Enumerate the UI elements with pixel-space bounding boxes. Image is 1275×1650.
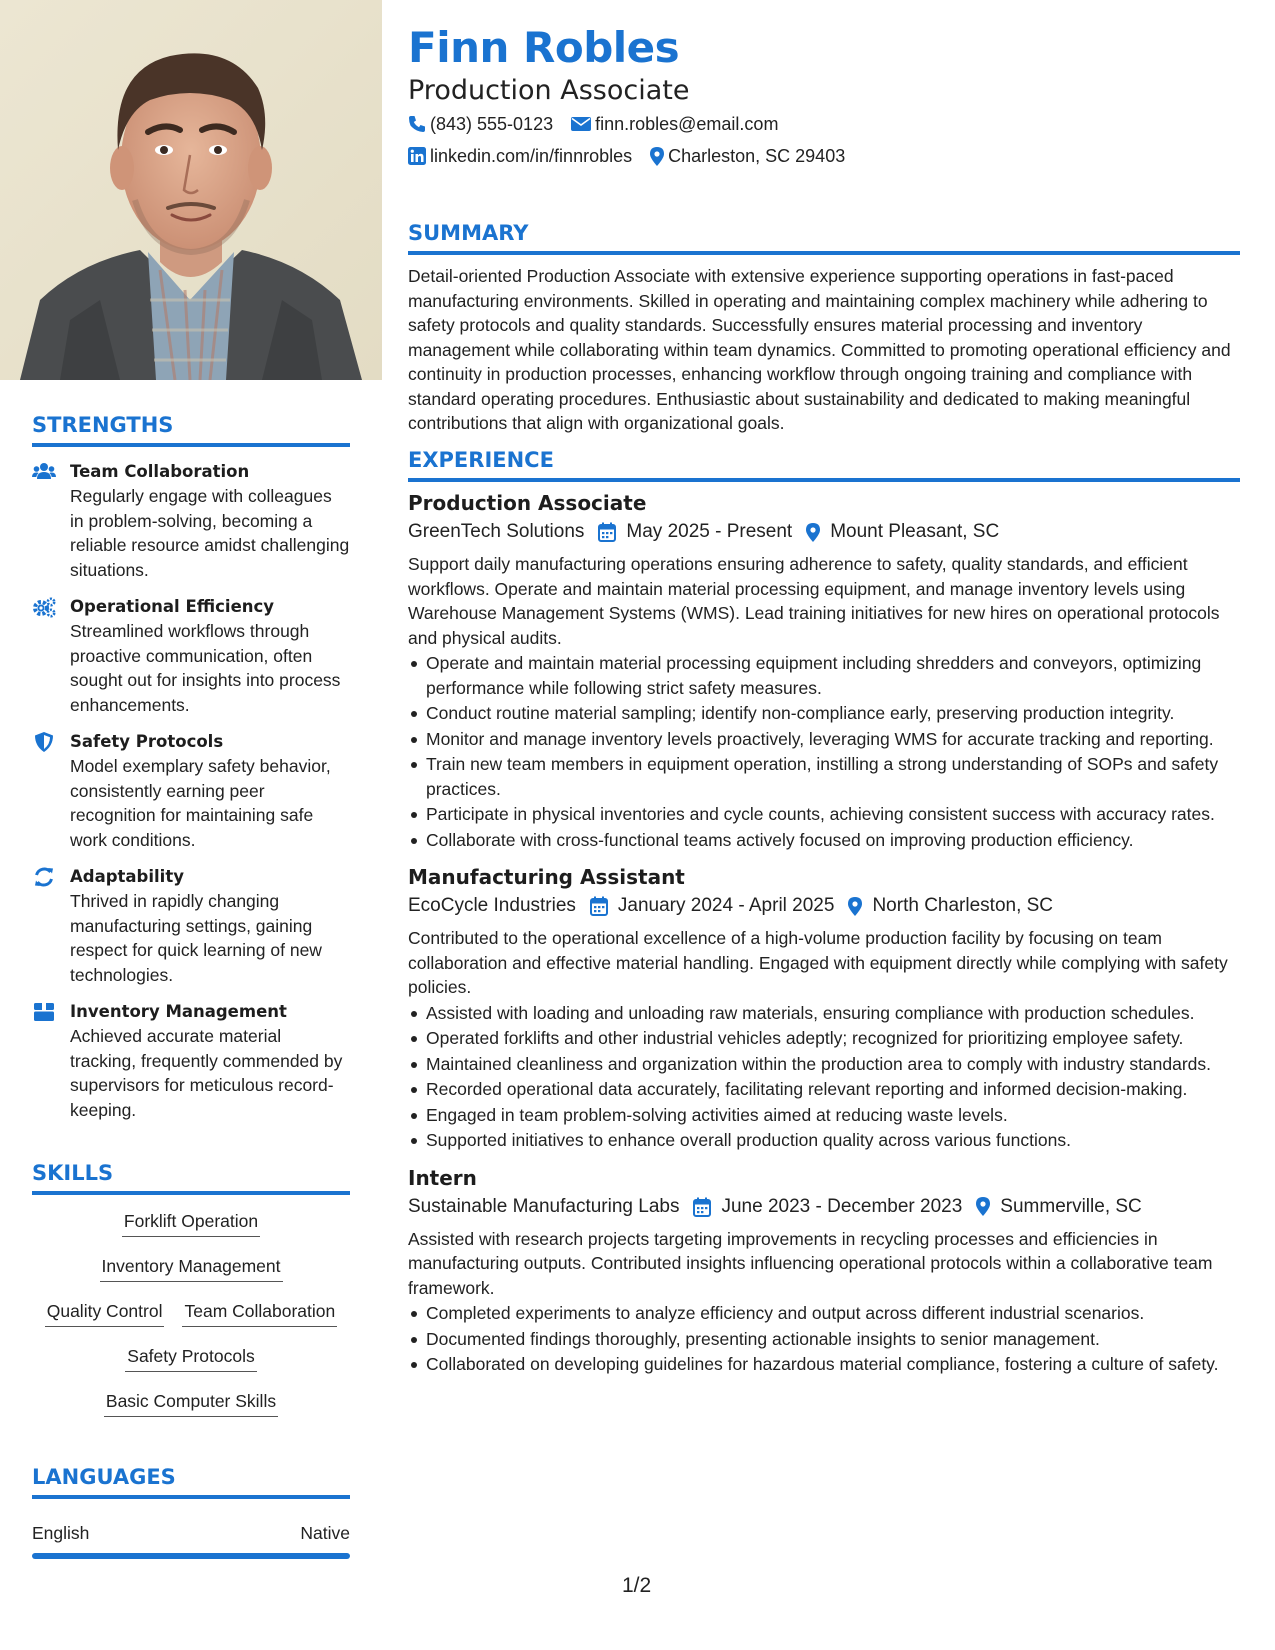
skill-tag: Safety Protocols [125, 1344, 256, 1372]
contact-linkedin[interactable] [408, 144, 632, 168]
job-bullet: Documented findings thoroughly, presenting actionable insights to senior management. [408, 1327, 1240, 1352]
strengths-section [32, 412, 350, 1122]
job-bullet: Participate in physical inventories and cycle counts, achieving consistent success with accuracy rates. [408, 802, 1240, 827]
skill-row [32, 1299, 350, 1344]
phone-icon [408, 115, 426, 133]
candidate-name: Finn Robles [408, 23, 680, 72]
summary-section [408, 220, 1240, 436]
strength-item [32, 730, 350, 852]
strength-title: Operational Efficiency [70, 597, 275, 616]
skill-tag: Inventory Management [100, 1254, 283, 1282]
skill-row [32, 1389, 350, 1434]
linkedin-text[interactable]: linkedin.com/in/finnrobles [430, 146, 633, 166]
map-pin-icon [848, 897, 862, 916]
strengths-heading: STRENGTHS [32, 412, 350, 447]
linkedin-icon [408, 147, 426, 165]
summary-text: Detail-oriented Production Associate with extensive experience supporting operations in fast-paced manufacturing environments. Skilled in operating and maintaining complex machinery while adhering to safety protocols and quality standards. Successfully ensures material processing and inventory management while collaborating within team dynamics. Committed to promoting operational efficiency and continuity in production processes, enhancing workflow through ongoing training and compliance with standard operating procedures. Enthusiastic about sustainability and dedicated to making meaningful contributions that align with organizational goals. [408, 266, 1231, 433]
job-bullet: Collaborated on developing guidelines for hazardous material compliance, fostering a culture of safety. [408, 1352, 1240, 1377]
job-title: Production Associate [408, 491, 647, 515]
job-dates: June 2023 - December 2023 [721, 1195, 963, 1217]
job-bullet: Collaborate with cross-functional teams actively focused on improving production efficiency. [408, 828, 1240, 853]
job-bullet: Operate and maintain material processing equipment including shredders and conveyors, optimizing performance while following strict safety measures. [408, 651, 1240, 700]
contact-email[interactable] [571, 112, 778, 136]
contact-location [650, 144, 845, 168]
skill-row [32, 1344, 350, 1389]
page-indicator: 1/2 [622, 1574, 652, 1597]
map-pin-icon [976, 1197, 990, 1216]
calendar-icon [693, 1197, 711, 1217]
strength-desc: Streamlined workflows through proactive communication, often sought out for insights into process enhancements. [70, 621, 341, 715]
strength-title: Inventory Management [70, 1002, 287, 1021]
strength-desc: Thrived in rapidly changing manufacturing settings, gaining respect for quick learning of new technologies. [70, 891, 322, 985]
job-bullet: Recorded operational data accurately, facilitating relevant reporting and informed decision-making. [408, 1077, 1240, 1102]
contact-phone [408, 112, 553, 136]
skills-list [32, 1209, 350, 1434]
job-bullet: Completed experiments to analyze efficiency and output across different industrial scenarios. [408, 1301, 1240, 1326]
strength-item [32, 865, 350, 987]
job-entry [408, 488, 1240, 852]
job-meta [408, 1193, 1240, 1221]
skill-tag: Team Collaboration [182, 1299, 337, 1327]
candidate-role: Production Associate [408, 75, 690, 106]
strength-item [32, 1000, 350, 1122]
skill-tag: Forklift Operation [122, 1209, 260, 1237]
profile-photo-image [0, 0, 382, 380]
job-company: Sustainable Manufacturing Labs [408, 1195, 680, 1217]
job-bullet: Maintained cleanliness and organization within the production area to comply with industry standards. [408, 1052, 1240, 1077]
strength-item [32, 595, 350, 717]
job-company: GreenTech Solutions [408, 521, 585, 542]
job-bullet: Monitor and manage inventory levels proactively, leveraging WMS for accurate tracking and reporting. [408, 727, 1240, 752]
languages-section [32, 1464, 350, 1559]
languages-heading: LANGUAGES [32, 1464, 350, 1499]
strength-title: Safety Protocols [70, 732, 224, 751]
language-level: Native [300, 1523, 350, 1543]
job-location: Mount Pleasant, SC [830, 521, 1000, 542]
skill-tag: Quality Control [45, 1299, 165, 1327]
summary-heading: SUMMARY [408, 220, 1240, 255]
phone-text: (843) 555-0123 [430, 114, 554, 134]
contact-line-2 [408, 144, 845, 168]
profile-photo [0, 0, 382, 380]
job-bullet: Conduct routine material sampling; identify non-compliance early, preserving production integrity. [408, 701, 1240, 726]
email-text[interactable]: finn.robles@email.com [595, 114, 779, 134]
job-meta [408, 518, 1240, 546]
job-entry [408, 1163, 1240, 1377]
envelope-icon [571, 116, 591, 132]
experience-heading: EXPERIENCE [408, 447, 1240, 482]
job-bullets [408, 1301, 1240, 1377]
map-pin-icon [650, 147, 664, 166]
job-bullets [408, 1001, 1240, 1153]
job-description: Assisted with research projects targeting improvements in recycling processes and efficiencies in manufacturing outputs. Contributed insights influencing operational protocols within a collaborative team framework. [408, 1228, 1213, 1298]
strength-item [32, 460, 350, 582]
job-dates: May 2025 - Present [626, 521, 793, 542]
job-meta [408, 892, 1240, 920]
job-bullets [408, 651, 1240, 852]
job-location: Summerville, SC [1000, 1195, 1142, 1217]
job-dates: January 2024 - April 2025 [617, 895, 835, 916]
location-text: Charleston, SC 29403 [668, 146, 846, 166]
strength-desc: Achieved accurate material tracking, frequently commended by supervisors for meticulous record-keeping. [70, 1026, 343, 1120]
strength-desc: Regularly engage with colleagues in problem-solving, becoming a reliable resource amidst challenging situations. [70, 486, 350, 580]
language-name: English [32, 1523, 90, 1543]
experience-section [408, 447, 1240, 1378]
job-description: Contributed to the operational excellence of a high-volume production facility by focusing on team collaboration and effective material handling. Engaged with equipment directly while complying with safety policies. [408, 928, 1228, 997]
job-entry [408, 862, 1240, 1153]
contact-line-1 [408, 112, 778, 136]
language-proficiency-bar [32, 1553, 350, 1559]
calendar-icon [590, 896, 608, 916]
job-bullet: Operated forklifts and other industrial vehicles adeptly; recognized for prioritizing employee safety. [408, 1026, 1240, 1051]
job-bullet: Engaged in team problem-solving activities aimed at reducing waste levels. [408, 1103, 1240, 1128]
strength-desc: Model exemplary safety behavior, consistently earning peer recognition for maintaining safe work conditions. [70, 756, 331, 850]
skills-heading: SKILLS [32, 1160, 350, 1195]
skill-tag: Basic Computer Skills [104, 1389, 278, 1417]
language-item [32, 1521, 350, 1545]
shield-icon [32, 731, 56, 753]
map-pin-icon [806, 523, 820, 542]
box-icon [32, 1001, 56, 1023]
sidebar [0, 0, 382, 1650]
skill-row [32, 1209, 350, 1254]
gears-icon [32, 596, 56, 618]
job-title: Manufacturing Assistant [408, 865, 685, 889]
calendar-icon [598, 522, 616, 542]
job-location: North Charleston, SC [872, 895, 1054, 916]
job-description: Support daily manufacturing operations ensuring adherence to safety, quality standards, and efficient workflows. Operate and maintain material processing equipment, and manage inventory levels using Warehouse Management Systems (WMS). Lead training initiatives for new hires on operational protocols and physical audits. [408, 554, 1220, 648]
job-bullet: Assisted with loading and unloading raw materials, ensuring compliance with production schedules. [408, 1001, 1240, 1026]
skill-row [32, 1254, 350, 1299]
skills-section [32, 1160, 350, 1434]
strength-title: Adaptability [70, 867, 184, 886]
refresh-icon [32, 866, 56, 888]
job-company: EcoCycle Industries [408, 895, 576, 916]
job-bullet: Train new team members in equipment operation, instilling a strong understanding of SOPs and safety practices. [408, 752, 1240, 801]
users-icon [32, 461, 56, 483]
job-title: Intern [408, 1165, 477, 1190]
job-bullet: Supported initiatives to enhance overall production quality across various functions. [408, 1128, 1240, 1153]
strength-title: Team Collaboration [70, 462, 250, 481]
